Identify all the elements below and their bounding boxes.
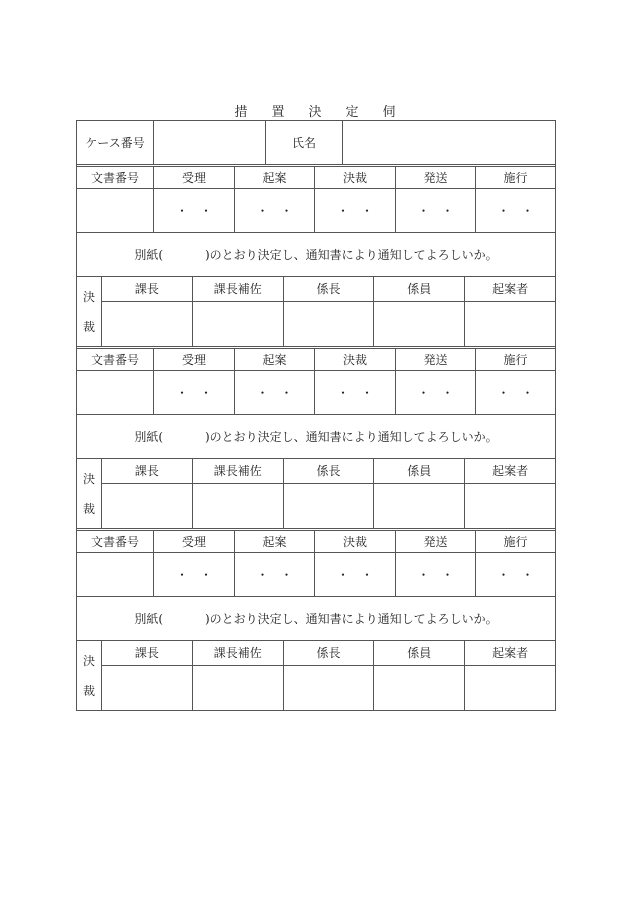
approver-header-row (102, 641, 555, 665)
title-char: 置 (271, 105, 287, 120)
sentence-suffix: )のとおり決定し、通知書により通知してよろしいか。 (205, 247, 498, 262)
name-field[interactable] (343, 121, 555, 164)
staff-header: 係員 (374, 459, 465, 483)
approval-label (77, 459, 102, 528)
name-label: 氏名 (266, 121, 343, 164)
section-chief-header: 課長 (102, 459, 193, 483)
approval-label (77, 641, 102, 710)
doc-number-field[interactable] (77, 553, 154, 596)
approval-grid (102, 459, 555, 528)
title-char: 伺 (382, 105, 398, 120)
title-char: 定 (345, 105, 361, 120)
received-date-field[interactable]: ・ ・ (154, 189, 235, 232)
doc-number-field[interactable] (77, 371, 154, 414)
drafter-header: 起案者 (492, 645, 529, 660)
approved-header: 決裁 (315, 531, 396, 552)
approval-section (77, 276, 555, 346)
approved-header: 決裁 (315, 167, 396, 188)
subsection-chief-seal[interactable] (284, 302, 375, 346)
sentence-prefix: 別紙( (134, 247, 163, 262)
approver-seal-row (102, 301, 555, 346)
subsection-chief-seal[interactable] (284, 484, 375, 528)
doc-header-row (77, 528, 555, 552)
deputy-chief-seal[interactable] (193, 484, 284, 528)
enforced-header: 施行 (503, 170, 528, 185)
sent-date-field[interactable]: ・ ・ (396, 553, 476, 596)
doc-number-header: 文書番号 (77, 531, 154, 552)
drafted-date-field[interactable]: ・ ・ (235, 371, 315, 414)
sent-header: 発送 (396, 349, 476, 370)
drafter-seal[interactable] (465, 302, 555, 346)
decision-form (76, 120, 556, 711)
title-char: 措 (234, 105, 250, 120)
doc-number-header: 文書番号 (77, 349, 154, 370)
subsection-chief-header: 係長 (284, 641, 375, 665)
approval-label-char: 裁 (82, 501, 95, 516)
doc-number-header: 文書番号 (77, 167, 154, 188)
approval-label-char: 裁 (82, 319, 95, 334)
sentence-row (77, 232, 555, 276)
approval-section (77, 458, 555, 528)
approved-date-field[interactable]: ・ ・ (315, 189, 396, 232)
subsection-chief-header: 係長 (284, 459, 375, 483)
enforced-date-field[interactable]: ・ ・ (497, 203, 534, 218)
received-header: 受理 (154, 349, 235, 370)
approved-date-field[interactable]: ・ ・ (315, 553, 396, 596)
sentence-prefix: 別紙( (134, 429, 163, 444)
sent-header: 発送 (396, 167, 476, 188)
approver-seal-row (102, 483, 555, 528)
deputy-chief-seal[interactable] (193, 302, 284, 346)
decision-sentence (77, 415, 555, 458)
subsection-chief-seal[interactable] (284, 666, 375, 710)
drafter-header: 起案者 (492, 281, 529, 296)
decision-sentence (77, 233, 555, 276)
received-date-field[interactable]: ・ ・ (154, 371, 235, 414)
drafted-date-field[interactable]: ・ ・ (235, 553, 315, 596)
subsection-chief-header: 係長 (284, 277, 375, 301)
section-chief-seal[interactable] (102, 302, 193, 346)
approved-header: 決裁 (315, 349, 396, 370)
deputy-chief-seal[interactable] (193, 666, 284, 710)
received-date-field[interactable]: ・ ・ (154, 553, 235, 596)
sentence-row (77, 596, 555, 640)
approver-seal-row (102, 665, 555, 710)
decision-block-2 (77, 346, 555, 528)
case-row (77, 120, 555, 164)
decision-sentence (77, 597, 555, 640)
drafted-header: 起案 (235, 531, 315, 552)
approval-grid (102, 641, 555, 710)
approval-label (77, 277, 102, 346)
section-chief-seal[interactable] (102, 484, 193, 528)
section-chief-header: 課長 (102, 641, 193, 665)
sent-date-field[interactable]: ・ ・ (396, 371, 476, 414)
section-chief-header: 課長 (102, 277, 193, 301)
approval-label-char: 決 (82, 471, 95, 486)
decision-block-1 (77, 164, 555, 346)
staff-seal[interactable] (374, 666, 465, 710)
doc-number-field[interactable] (77, 189, 154, 232)
drafted-header: 起案 (235, 349, 315, 370)
drafted-date-field[interactable]: ・ ・ (235, 189, 315, 232)
drafter-seal[interactable] (465, 484, 555, 528)
approver-header-row (102, 459, 555, 483)
sentence-suffix: )のとおり決定し、通知書により通知してよろしいか。 (205, 429, 498, 444)
doc-date-row (77, 552, 555, 596)
sentence-prefix: 別紙( (134, 611, 163, 626)
enforced-header: 施行 (503, 352, 528, 367)
deputy-chief-header: 課長補佐 (193, 459, 284, 483)
received-header: 受理 (154, 531, 235, 552)
decision-block-3 (77, 528, 555, 711)
drafted-header: 起案 (235, 167, 315, 188)
case-number-label: ケース番号 (77, 121, 154, 164)
approval-section (77, 640, 555, 710)
sent-date-field[interactable]: ・ ・ (396, 189, 476, 232)
title-char: 決 (308, 105, 324, 120)
doc-date-row (77, 188, 555, 232)
approval-grid (102, 277, 555, 346)
staff-header: 係員 (374, 277, 465, 301)
deputy-chief-header: 課長補佐 (193, 277, 284, 301)
doc-header-row (77, 164, 555, 188)
staff-seal[interactable] (374, 484, 465, 528)
sent-header: 発送 (396, 531, 476, 552)
drafter-seal[interactable] (465, 666, 555, 710)
doc-date-row (77, 370, 555, 414)
received-header: 受理 (154, 167, 235, 188)
case-number-field[interactable] (154, 121, 266, 164)
approval-label-char: 決 (82, 289, 95, 304)
enforced-date-field[interactable]: ・ ・ (497, 567, 534, 582)
sentence-suffix: )のとおり決定し、通知書により通知してよろしいか。 (205, 611, 498, 626)
approver-header-row (102, 277, 555, 301)
staff-header: 係員 (374, 641, 465, 665)
approved-date-field[interactable]: ・ ・ (315, 371, 396, 414)
approval-label-char: 決 (82, 653, 95, 668)
section-chief-seal[interactable] (102, 666, 193, 710)
staff-seal[interactable] (374, 302, 465, 346)
document-title (76, 101, 556, 120)
enforced-header: 施行 (503, 534, 528, 549)
doc-header-row (77, 346, 555, 370)
enforced-date-field[interactable]: ・ ・ (497, 385, 534, 400)
sentence-row (77, 414, 555, 458)
deputy-chief-header: 課長補佐 (193, 641, 284, 665)
approval-label-char: 裁 (82, 683, 95, 698)
drafter-header: 起案者 (492, 463, 529, 478)
